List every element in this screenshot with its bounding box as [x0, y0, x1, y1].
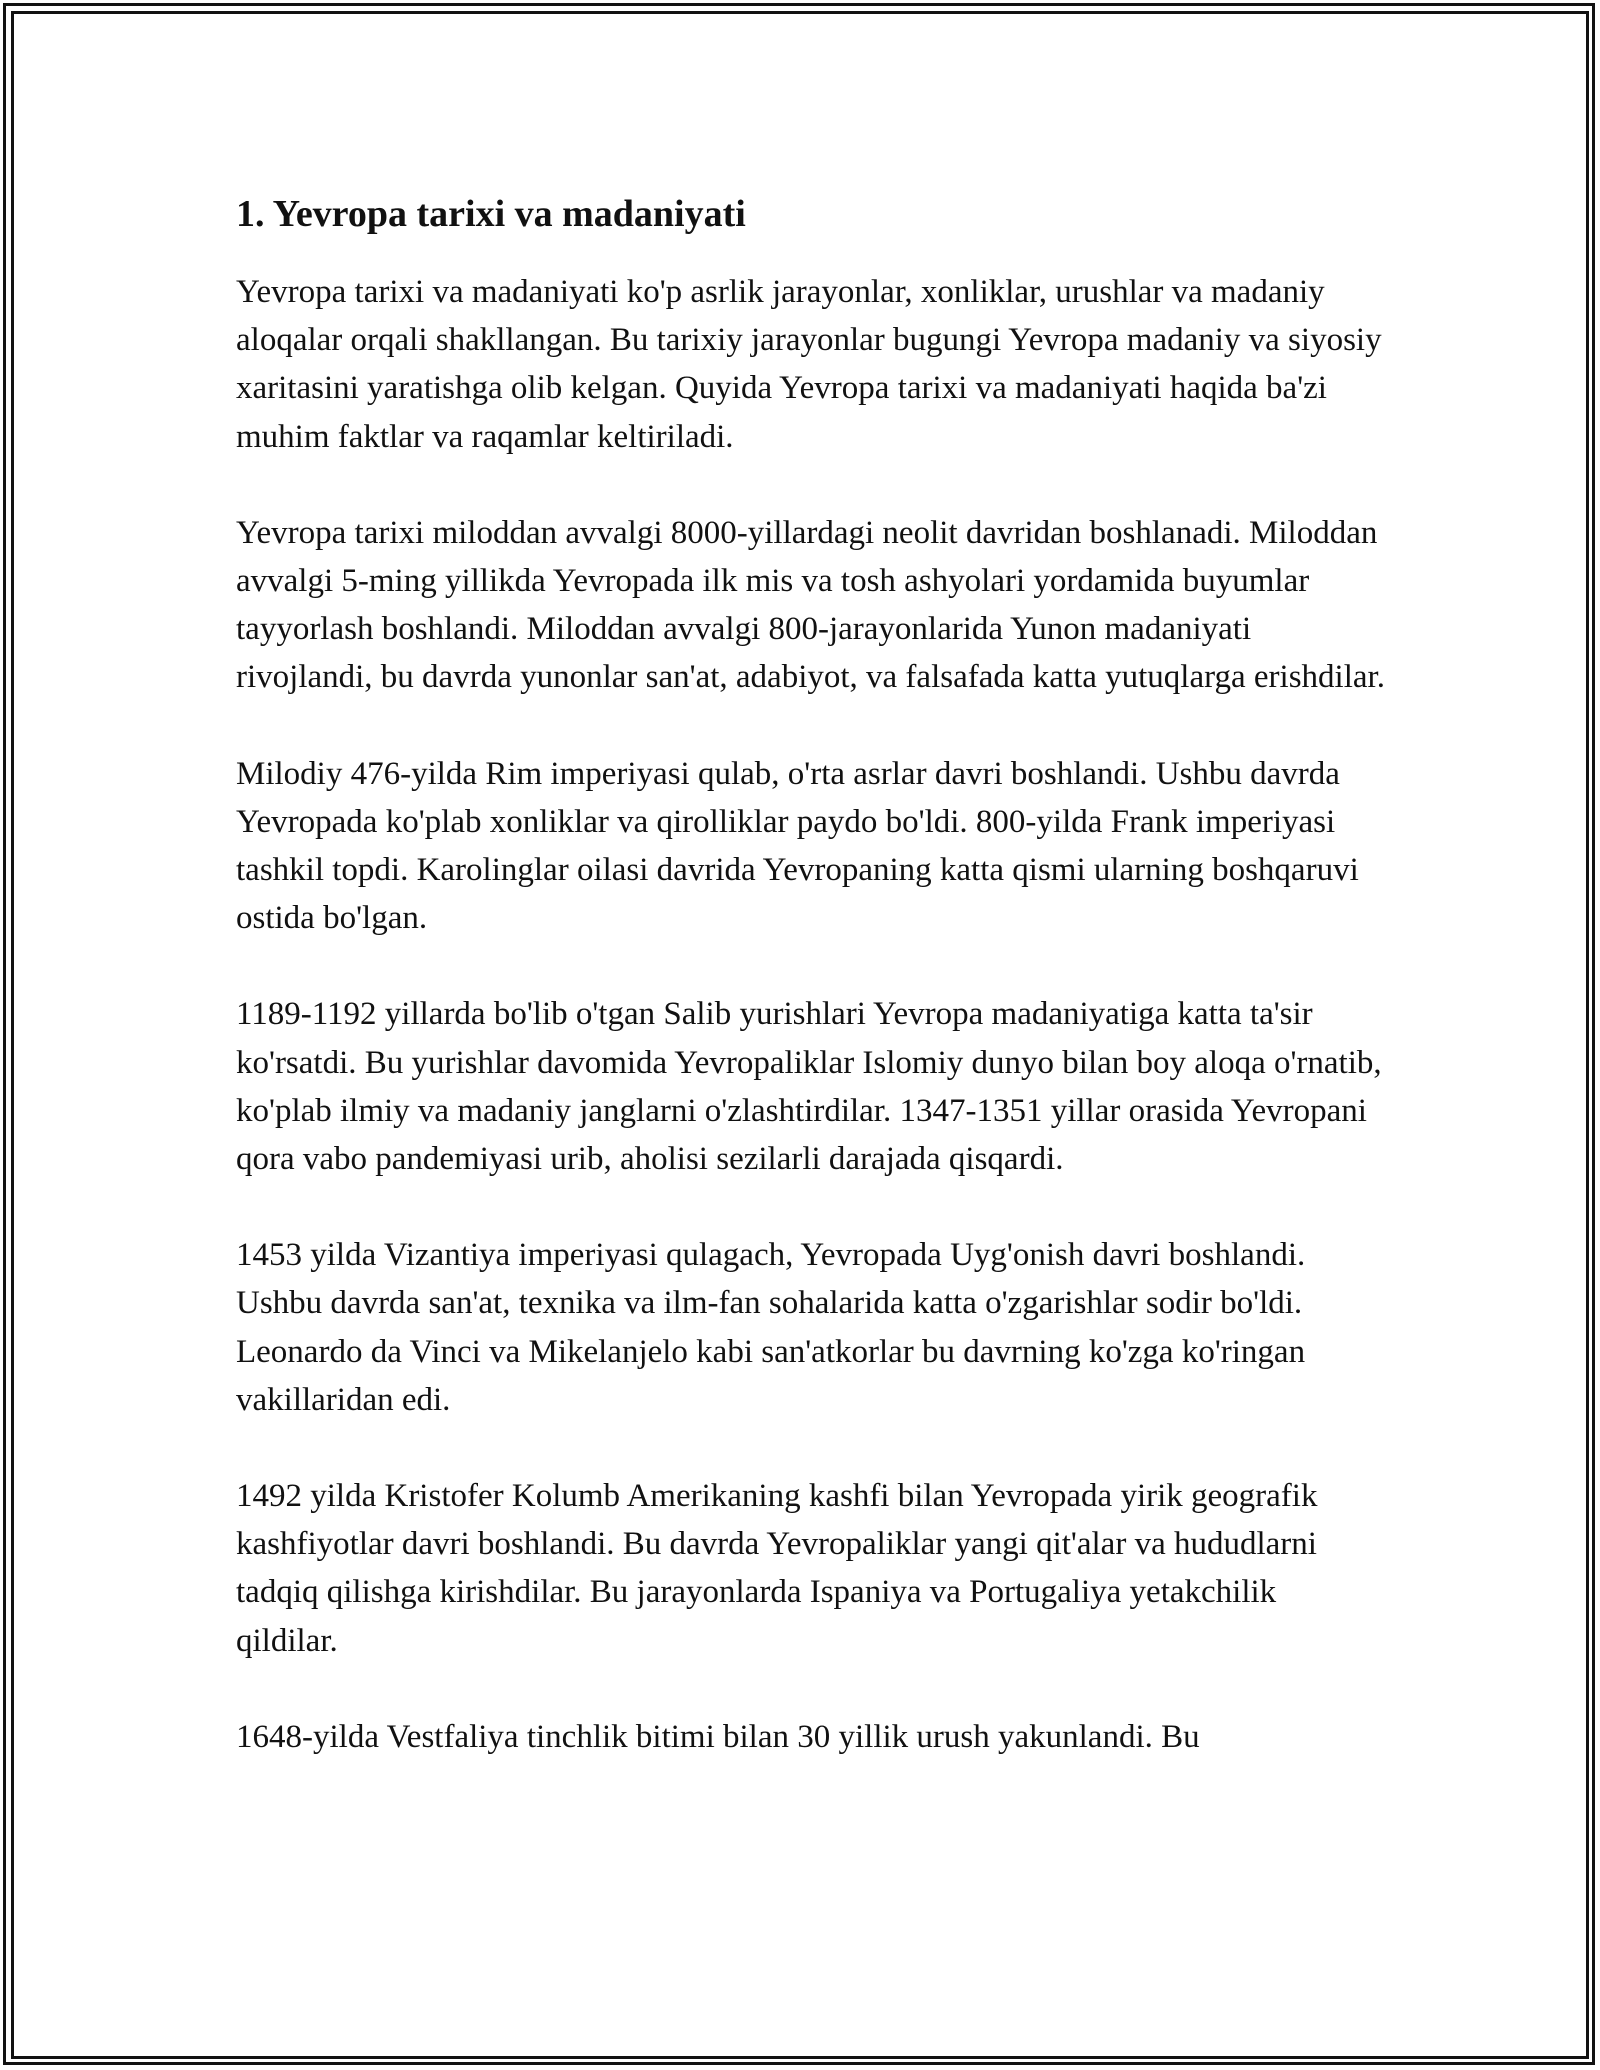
- paragraph-westphalia: 1648-yilda Vestfaliya tinchlik bitimi bilan 30 yillik urush yakunlandi. Bu: [236, 1718, 1200, 1755]
- paragraph-discoveries: 1492 yilda Kristofer Kolumb Amerikaning kashfi bilan Yevropada yirik geografik kashfiyotlar davri boshlandi. Bu davrda Yevropaliklar yangi qit'alar va hududlarni tadqiq qilishga kirishdilar. Bu jarayonlarda Ispaniya va Portugaliya yetakchilik qildilar.: [236, 1478, 1318, 1659]
- paragraph-renaissance: 1453 yilda Vizantiya imperiyasi qulagach, Yevropada Uyg'onish davri boshlandi. Ushbu davrda san'at, texnika va ilm-fan sohalarida katta o'zgarishlar sodir bo'ldi. Leonardo da Vinci va Mikelanjelo kabi san'atkorlar bu davrning ko'zga ko'ringan vakillaridan edi.: [236, 1237, 1306, 1418]
- paragraph-medieval: Milodiy 476-yilda Rim imperiyasi qulab, o'rta asrlar davri boshlandi. Ushbu davrda Yevropada ko'plab xonliklar va qirolliklar paydo bo'ldi. 800-yilda Frank imperiyasi tashkil topdi. Karolinglar oilasi davrida Yevropaning katta qismi ularning boshqaruvi ostida bo'lgan.: [236, 755, 1359, 937]
- paragraph-crusades: 1189-1192 yillarda bo'lib o'tgan Salib yurishlari Yevropa madaniyatiga katta ta'sir ko'rsatdi. Bu yurishlar davomida Yevropaliklar Islomiy dunyo bilan boy aloqa o'rnatib, ko'plab ilmiy va madaniy janglarni o'zlashtirdilar. 1347-1351 yillar orasida Yevropani qora vabo pandemiyasi urib, aholisi sezilarli darajada qisqardi.: [236, 996, 1382, 1178]
- document-heading: 1. Yevropa tarixi va madaniyati: [236, 193, 746, 235]
- paragraph-intro: Yevropa tarixi va madaniyati ko'p asrlik jarayonlar, xonliklar, urushlar va madaniy aloqalar orqali shakllangan. Bu tarixiy jarayonlar bugungi Yevropa madaniy va siyosiy xaritasini yaratishga olib kelgan. Quyida Yevropa tarixi va madaniyati haqida ba'zi muhim faktlar va raqamlar keltiriladi.: [236, 274, 1382, 455]
- document-body: [236, 184, 1386, 1809]
- paragraph-ancient: Yevropa tarixi miloddan avvalgi 8000-yillardagi neolit davridan boshlanadi. Miloddan avvalgi 5-ming yillikda Yevropada ilk mis va tosh ashyolari yordamida buyumlar tayyorlash boshlandi. Miloddan avvalgi 800-jarayonlarida Yunon madaniyati rivojlandi, bu davrda yunonlar san'at, adabiyot, va falsafada katta yutuqlarga erishdilar.: [236, 514, 1385, 696]
